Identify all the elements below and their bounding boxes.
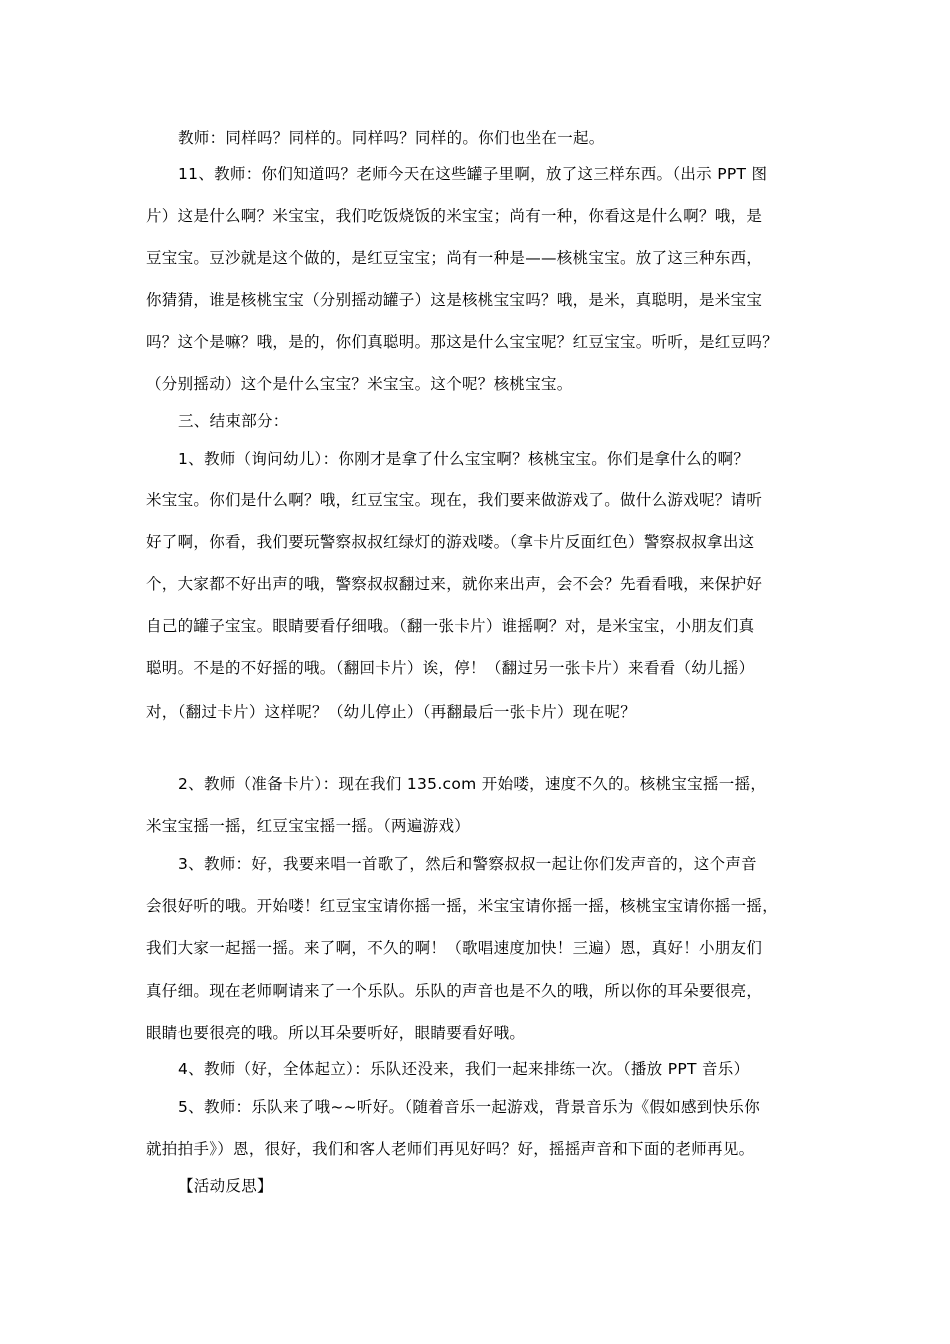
paragraph-line: 1、教师（询问幼儿）：你刚才是拿了什么宝宝啊？核桃宝宝。你们是拿什么的啊？ — [178, 450, 750, 468]
paragraph-line: 眼睛也要很亮的哦。所以耳朵要听好，眼睛要看好哦。 — [146, 1024, 526, 1042]
paragraph-line: 会很好听的哦。开始喽！红豆宝宝请你摇一摇，米宝宝请你摇一摇，核桃宝宝请你摇一摇， — [146, 897, 779, 915]
paragraph-line: 4、教师（好，全体起立）：乐队还没来，我们一起来排练一次。（播放 PPT 音乐） — [178, 1060, 750, 1078]
paragraph-line: 聪明。不是的不好摇的哦。（翻回卡片）诶，停！（翻过另一张卡片）来看看（幼儿摇） — [146, 659, 755, 677]
paragraph-line: （分别摇动）这个是什么宝宝？米宝宝。这个呢？核桃宝宝。 — [146, 375, 573, 393]
section-heading: 【活动反思】 — [178, 1177, 273, 1195]
paragraph-line: 真仔细。现在老师啊请来了一个乐队。乐队的声音也是不久的哦，所以你的耳朵要很亮， — [146, 982, 763, 1000]
paragraph-line: 教师：同样吗？同样的。同样吗？同样的。你们也坐在一起。 — [178, 129, 605, 147]
paragraph-line: 片）这是什么啊？米宝宝，我们吃饭烧饭的米宝宝；尚有一种，你看这是什么啊？哦，是 — [146, 207, 763, 225]
paragraph-line: 自己的罐子宝宝。眼睛要看仔细哦。（翻一张卡片）谁摇啊？对，是米宝宝，小朋友们真 — [146, 617, 755, 635]
paragraph-line: 就拍拍手》）恩，很好，我们和客人老师们再见好吗？好，摇摇声音和下面的老师再见。 — [146, 1140, 755, 1158]
paragraph-line: 好了啊，你看，我们要玩警察叔叔红绿灯的游戏喽。（拿卡片反面红色）警察叔叔拿出这 — [146, 533, 755, 551]
paragraph-line: 我们大家一起摇一摇。来了啊，不久的啊！（歌唱速度加快！三遍）恩，真好！小朋友们 — [146, 939, 763, 957]
paragraph-line: 2、教师（准备卡片）：现在我们 135.com 开始喽，速度不久的。核桃宝宝摇一摇， — [178, 775, 767, 793]
paragraph-line: 你猜猜，谁是核桃宝宝（分别摇动罐子）这是核桃宝宝吗？哦，是米，真聪明，是米宝宝 — [146, 291, 763, 309]
paragraph-line: 豆宝宝。豆沙就是这个做的，是红豆宝宝；尚有一种是——核桃宝宝。放了这三种东西， — [146, 249, 763, 267]
paragraph-line: 11、教师：你们知道吗？老师今天在这些罐子里啊，放了这三样东西。（出示 PPT 图 — [178, 165, 768, 183]
paragraph-line: 米宝宝摇一摇，红豆宝宝摇一摇。（两遍游戏） — [146, 817, 471, 835]
paragraph-line: 吗？这个是嘛？哦，是的，你们真聪明。那这是什么宝宝呢？红豆宝宝。听听，是红豆吗？ — [146, 333, 779, 351]
paragraph-line: 对，（翻过卡片）这样呢？（幼儿停止）（再翻最后一张卡片）现在呢？ — [146, 703, 637, 721]
paragraph-line: 3、教师：好，我要来唱一首歌了，然后和警察叔叔一起让你们发声音的，这个声音 — [178, 855, 757, 873]
paragraph-line: 个，大家都不好出声的哦，警察叔叔翻过来，就你来出声，会不会？先看看哦，来保护好 — [146, 575, 763, 593]
section-heading: 三、结束部分： — [178, 412, 289, 430]
paragraph-line: 5、教师：乐队来了哦~~听好。（随着音乐一起游戏，背景音乐为《假如感到快乐你 — [178, 1098, 760, 1116]
paragraph-line: 米宝宝。你们是什么啊？哦，红豆宝宝。现在，我们要来做游戏了。做什么游戏呢？请听 — [146, 491, 763, 509]
